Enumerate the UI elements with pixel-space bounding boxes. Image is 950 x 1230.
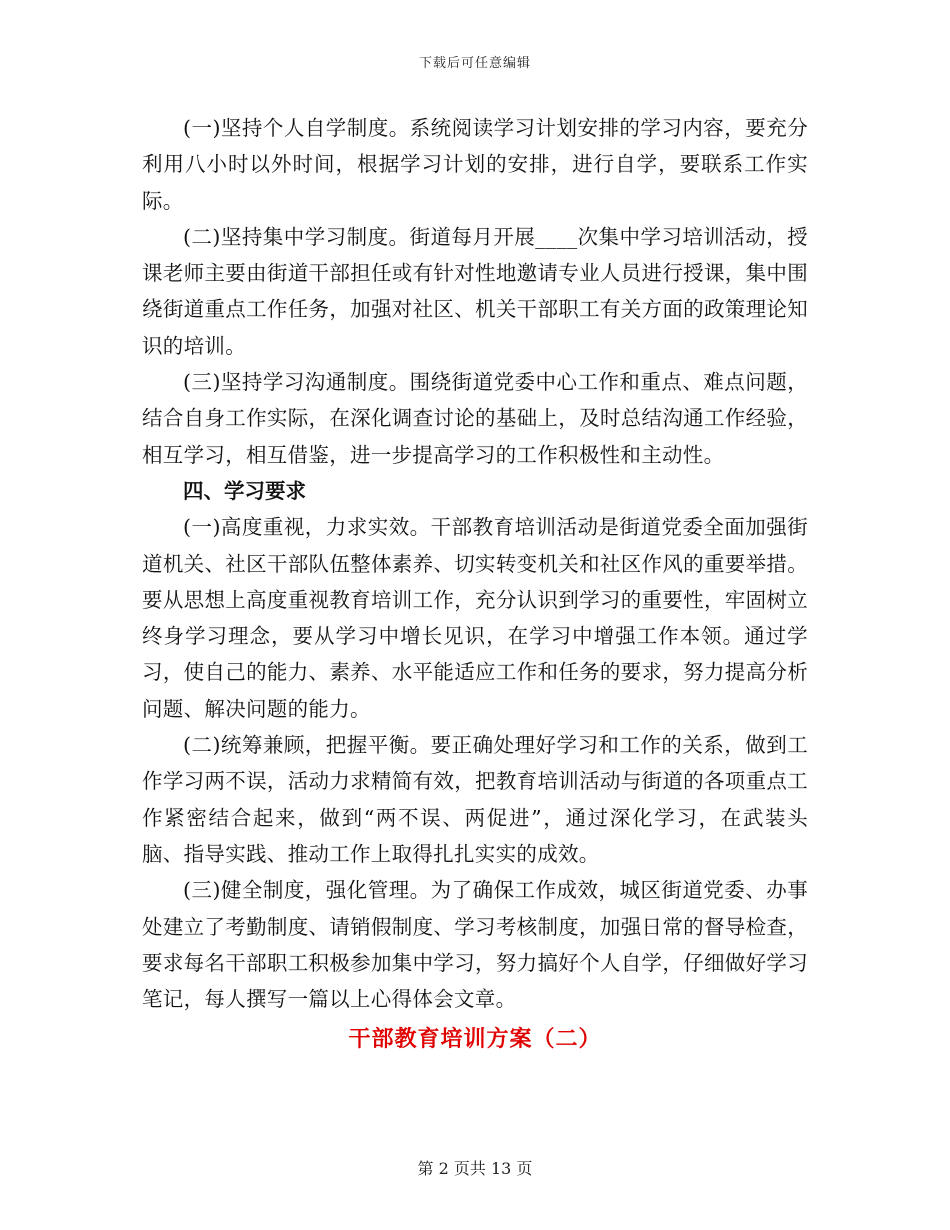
paragraph-group-study: (二)坚持集中学习制度。街道每月开展____次集中学习培训活动，授课老师主要由街道干部担任或有针对性地邀请专业人员进行授课，集中围绕街道重点工作任务，加强对社区、机关干部职工有关方面的政策理论知识的培训。 (142, 224, 808, 358)
page-number: 第 2 页共 13 页 (417, 1159, 533, 1178)
page-header: 下载后可任意编辑 (418, 56, 531, 71)
paragraph-requirement-1: (一)高度重视，力求实效。干部教育培训活动是街道党委全面加强街道机关、社区干部队伍整体素养、切实转变机关和社区作风的重要举措。要从思想上高度重视教育培训工作，充分认识到学习的重要性，牢固树立终身学习理念，要从学习中增长见识，在学习中增强工作本领。通过学习，使自己的能力、素养、水平能适应工作和任务的要求，努力提高分析问题、解决问题的能力。 (142, 515, 808, 721)
paragraph-self-study: (一)坚持个人自学制度。系统阅读学习计划安排的学习内容，要充分利用八小时以外时间，根据学习计划的安排，进行自学，要联系工作实际。 (142, 116, 808, 213)
paragraph-communication: (三)坚持学习沟通制度。围绕街道党委中心工作和重点、难点问题，结合自身工作实际，在深化调查讨论的基础上，及时总结沟通工作经验，相互学习，相互借鉴，进一步提高学习的工作积极性和主动性。 (142, 370, 808, 467)
paragraph-requirement-3: (三)健全制度，强化管理。为了确保工作成效，城区街道党委、办事处建立了考勤制度、请销假制度、学习考核制度，加强日常的督导检查，要求每名干部职工积极参加集中学习，努力搞好个人自学，仔细做好学习笔记，每人撰写一篇以上心得体会文章。 (142, 878, 808, 1012)
section-heading: 四、学习要求 (183, 478, 306, 503)
paragraph-requirement-2: (二)统筹兼顾，把握平衡。要正确处理好学习和工作的关系，做到工作学习两不误，活动力求精简有效，把教育培训活动与街道的各项重点工作紧密结合起来，做到“两不误、两促进”，通过深化学习，在武装头脑、指导实践、推动工作上取得扎扎实实的成效。 (142, 733, 808, 866)
next-document-title: 干部教育培训方案（二） (348, 1027, 602, 1053)
document-body (142, 110, 808, 1059)
